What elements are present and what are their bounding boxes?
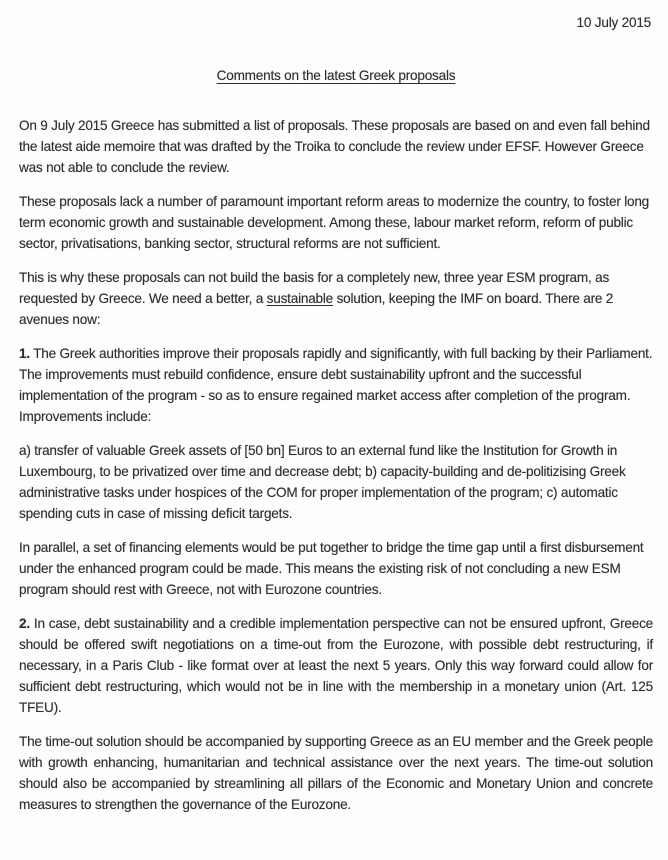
paragraph-text: These proposals lack a number of paramount important reform areas to modernize the country, to foster long term economic growth and sustainable development. Among these, labour market reform, reform of public sector, privatisations, banking sector, structural reforms are not sufficient. [19,194,650,251]
paragraph [19,731,653,815]
paragraph [19,115,653,178]
document-body [19,115,653,815]
paragraph-number: 2. [19,616,30,631]
paragraph [19,267,653,330]
paragraph-text: a) transfer of valuable Greek assets of [50 bn] Euros to an external fund like the Institution for Growth in Luxembourg, to be privatized over time and decrease debt; b) capacity-building and de-politizising Greek administrative tasks under hospices of the COM for proper implementation of the program; c) automatic spending cuts in case of missing deficit targets. [19,443,626,521]
paragraph [19,537,653,600]
paragraph-text: In case, debt sustainability and a credible implementation perspective can not be ensured upfront, Greece should be offered swift negotiations on a time-out from the Eurozone, with possible debt restructuring, if necessary, in a Paris Club - like format over at least the next 5 years. Only this way forward could allow for sufficient debt restructuring, which would not be in line with the membership in a monetary union (Art. 125 TFEU). [19,616,653,715]
paragraph-text: This is why these proposals can not build the basis for a completely new, three year ESM program, as requested by Greece. We need a better, a [19,270,610,306]
paragraph-text: On 9 July 2015 Greece has submitted a list of proposals. These proposals are based on and even fall behind the latest aide memoire that was drafted by the Troika to conclude the review under EFSF. However Greece was not able to conclude the review. [19,118,650,175]
paragraph [19,613,653,718]
paragraph-text: In parallel, a set of financing elements would be put together to bridge the time gap until a first disbursement under the enhanced program could be made. This means the existing risk of not concluding a new ESM program should rest with Greece, not with Eurozone countries. [19,540,644,597]
underlined-text: sustainable [266,291,334,306]
paragraph-number: 1. [19,346,30,361]
paragraph [19,343,653,427]
paragraph-text: solution, keeping the IMF on board. There are 2 avenues now: [19,291,614,327]
paragraph [19,440,653,524]
document-title: Comments on the latest Greek proposals [216,68,456,83]
paragraph-text: The Greek authorities improve their proposals rapidly and significantly, with full backing by their Parliament. The improvements must rebuild confidence, ensure debt sustainability upfront and the successful implementation of the program - so as to ensure regained market access after completion of the program. Improvements include: [19,346,653,424]
document-date: 10 July 2015 [576,15,651,30]
paragraph-text: The time-out solution should be accompanied by supporting Greece as an EU member and the Greek people with growth enhancing, humanitarian and technical assistance over the next years. The time-out solution should also be accompanied by streamlining all pillars of the Economic and Monetary Union and concrete measures to strengthen the governance of the Eurozone. [19,734,653,812]
paragraph [19,191,653,254]
